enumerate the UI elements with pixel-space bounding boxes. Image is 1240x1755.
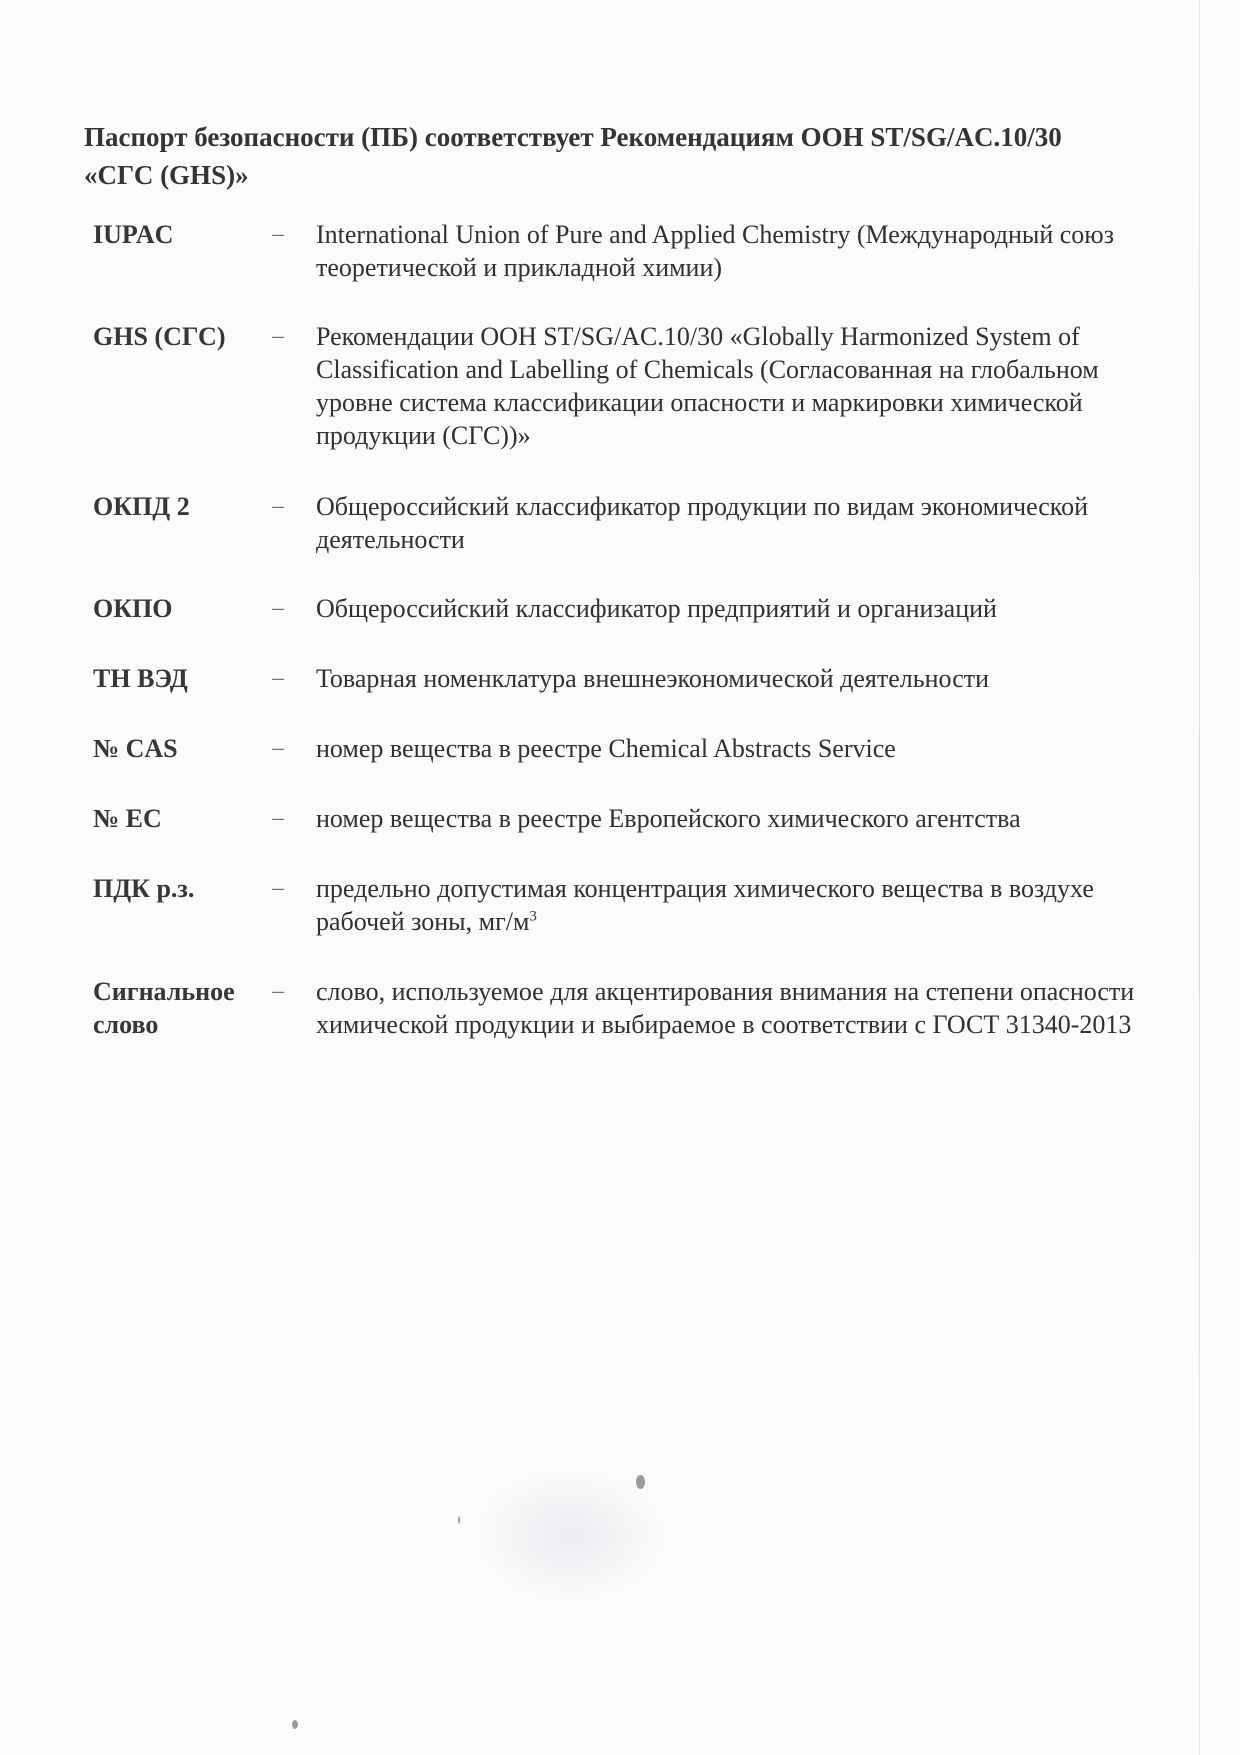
term-abbreviation: GHS (СГС) [93, 322, 226, 351]
term-dash: – [272, 735, 284, 761]
heading-line-1: Паспорт безопасности (ПБ) соответствует Рекомендациям ООН ST/SG/AC.10/30 [84, 122, 1062, 152]
scan-speck [458, 1516, 460, 1524]
term-abbreviation: № ЕС [93, 804, 162, 833]
term-definition-text: предельно допустимая концентрация химического вещества в воздухе рабочей зоны, мг/м [316, 874, 1094, 936]
term-abbreviation: Сигнальное слово [93, 977, 235, 1039]
superscript-exponent: 3 [529, 908, 537, 925]
term-definition: слово, используемое для акцентирования внимания на степени опасности химической продукции и выбираемое в соответствии с ГОСТ 31340-2013 [316, 977, 1135, 1039]
term-abbreviation: ОКПД 2 [93, 492, 190, 521]
term-dash: – [272, 665, 284, 691]
term-dash: – [272, 978, 284, 1004]
scan-speck [292, 1720, 298, 1729]
term-abbreviation: ПДК р.з. [93, 874, 195, 903]
term-definition: номер вещества в реестре Европейского химического агентства [316, 804, 1021, 833]
scan-edge-line [1199, 0, 1200, 1755]
term-abbreviation: IUPAC [93, 220, 174, 249]
term-dash: – [272, 805, 284, 831]
term-abbreviation: № CAS [93, 734, 178, 763]
document-heading [84, 118, 1164, 194]
term-abbreviation: ТН ВЭД [93, 664, 188, 693]
term-dash: – [272, 493, 284, 519]
term-definition: Общероссийский классификатор продукции по видам экономической деятельности [316, 492, 1089, 554]
term-definition: Товарная номенклатура внешнеэкономической деятельности [316, 664, 990, 693]
term-dash: – [272, 323, 284, 349]
term-definition: Рекомендации ООН ST/SG/AC.10/30 «Globally Harmonized System of Classification and Labelling of Chemicals (Согласованная на глобальном уровне система классификации опасности и маркировки химической продукции (СГС))» [316, 322, 1099, 450]
term-definition: номер вещества в реестре Chemical Abstracts Service [316, 734, 896, 763]
term-definition: Общероссийский классификатор предприятий и организаций [316, 594, 997, 623]
term-dash: – [272, 595, 284, 621]
term-dash: – [272, 875, 284, 901]
scan-speck [636, 1475, 645, 1489]
heading-line-2: «СГС (GHS)» [84, 160, 249, 190]
term-definition: International Union of Pure and Applied Chemistry (Международный союз теоретической и прикладной химии) [316, 220, 1114, 282]
term-abbreviation: ОКПО [93, 594, 173, 623]
term-dash: – [272, 221, 284, 247]
term-definition [316, 872, 1136, 938]
